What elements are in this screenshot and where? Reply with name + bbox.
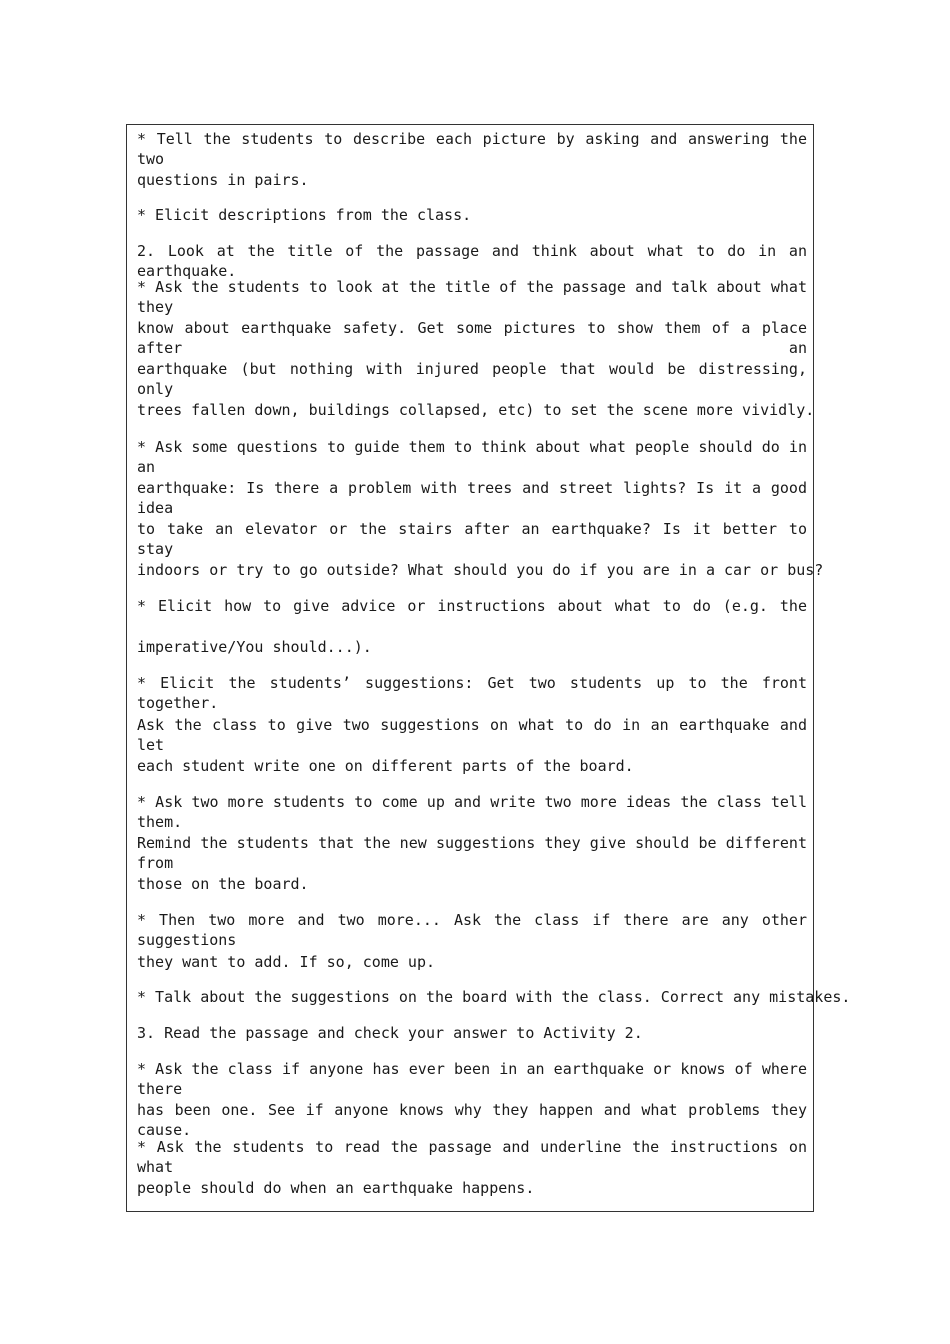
text-line: to take an elevator or the stairs after an earthquake? Is it better to stay — [137, 520, 807, 558]
text-line: * Ask the students to read the passage and underline the instructions on what — [137, 1138, 807, 1176]
text-line: * Ask the class if anyone has ever been in an earthquake or knows of where there — [137, 1060, 807, 1098]
text-line: indoors or try to go outside? What should you do if you are in a car or bus? — [137, 561, 824, 579]
text-line: * Ask two more students to come up and write two more ideas the class tell them. — [137, 793, 807, 831]
text-line: * Elicit how to give advice or instructions about what to do (e.g. the — [137, 597, 807, 615]
text-line: imperative/You should...). — [137, 638, 372, 656]
text-line: people should do when an earthquake happens. — [137, 1179, 535, 1197]
text-line: earthquake (but nothing with injured people that would be distressing, only — [137, 360, 807, 398]
text-line: Remind the students that the new suggestions they give should be different from — [137, 834, 807, 872]
text-line: each student write one on different parts of the board. — [137, 757, 634, 775]
text-line: questions in pairs. — [137, 171, 309, 189]
text-line: * Ask the students to look at the title of the passage and talk about what they — [137, 278, 807, 316]
text-line: 2. Look at the title of the passage and think about what to do in an earthquake. — [137, 242, 807, 280]
text-line: know about earthquake safety. Get some pictures to show them of a place after an — [137, 319, 807, 357]
text-line: has been one. See if anyone knows why they happen and what problems they cause. — [137, 1101, 807, 1139]
text-line: 3. Read the passage and check your answer to Activity 2. — [137, 1024, 643, 1042]
lesson-plan-box — [126, 124, 851, 1212]
text-line: Ask the class to give two suggestions on what to do in an earthquake and let — [137, 716, 807, 754]
text-line: * Tell the students to describe each picture by asking and answering the two — [137, 130, 807, 168]
text-line: * Ask some questions to guide them to think about what people should do in an — [137, 438, 807, 476]
text-line: * Elicit descriptions from the class. — [137, 206, 472, 224]
text-line: * Then two more and two more... Ask the class if there are any other suggestions — [137, 911, 807, 949]
text-line: trees fallen down, buildings collapsed, etc) to set the scene more vividly. — [137, 401, 815, 419]
text-line: those on the board. — [137, 875, 309, 893]
text-line: * Talk about the suggestions on the board with the class. Correct any mistakes. — [137, 988, 851, 1006]
text-line: they want to add. If so, come up. — [137, 953, 436, 971]
text-line: * Elicit the students’ suggestions: Get two students up to the front together. — [137, 674, 807, 712]
text-line: earthquake: Is there a problem with trees and street lights? Is it a good idea — [137, 479, 807, 517]
